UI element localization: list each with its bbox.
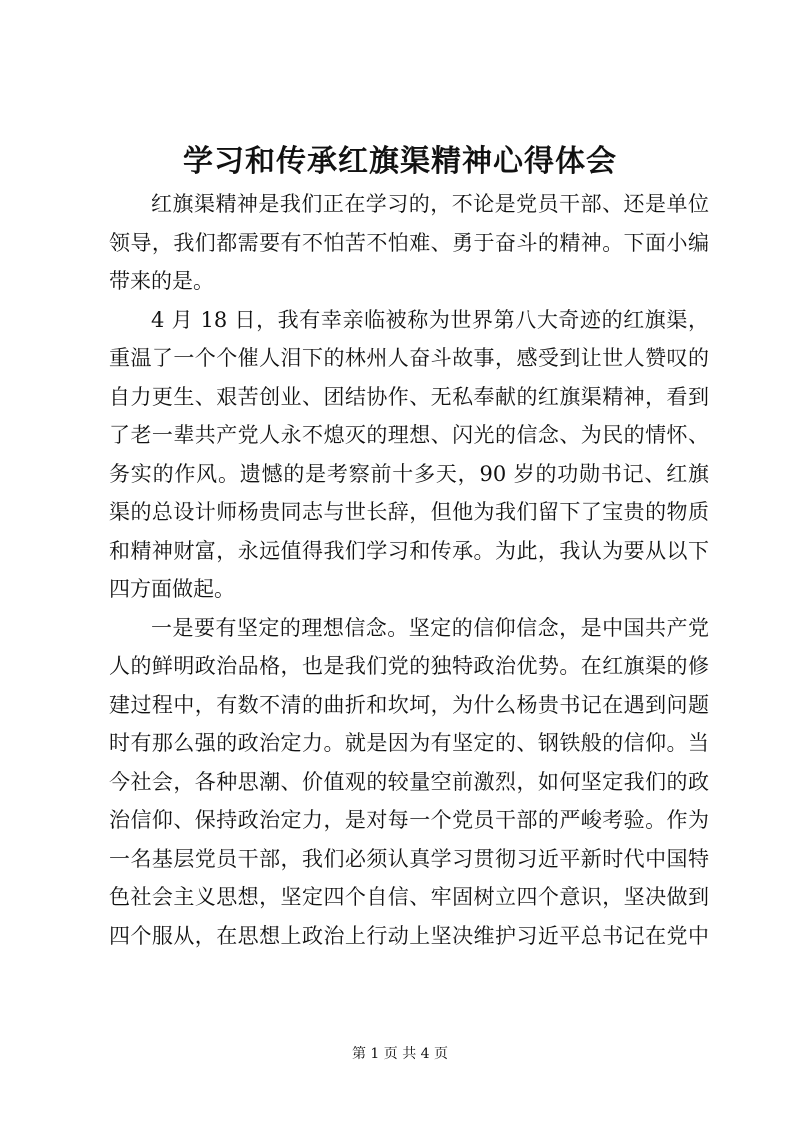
document-title: 学习和传承红旗渠精神心得体会 (183, 144, 617, 179)
text-line: 治信仰、保持政治定力，是对每一个党员干部的严峻考验。作为 (109, 808, 709, 832)
paragraph (109, 301, 709, 609)
text-line: 人的鲜明政治品格，也是我们党的独特政治优势。在红旗渠的修 (109, 654, 709, 678)
text-line: 四方面做起。 (109, 577, 235, 601)
text-line: 色社会主义思想，坚定四个自信、牢固树立四个意识，坚决做到 (109, 885, 709, 909)
paragraph (109, 185, 709, 301)
text-line: 红旗渠精神是我们正在学习的，不论是党员干部、还是单位 (151, 192, 709, 216)
text-line: 重温了一个个催人泪下的林州人奋斗故事，感受到让世人赞叹的 (109, 346, 709, 370)
text-line: 四个服从，在思想上政治上行动上坚决维护习近平总书记在党中 (109, 923, 709, 948)
paragraph (109, 609, 709, 956)
document-body (109, 185, 709, 955)
page-footer: 第 1 页 共 4 页 (351, 1046, 449, 1062)
text-line: 一是要有坚定的理想信念。坚定的信仰信念，是中国共产党 (151, 615, 709, 640)
text-line: 带来的是。 (109, 269, 214, 293)
text-line: 务实的作风。遗憾的是考察前十多天，90 岁的功勋书记、红旗 (109, 461, 709, 486)
text-line: 建过程中，有数不清的曲折和坎坷，为什么杨贵书记在遇到问题 (109, 692, 709, 717)
text-line: 领导，我们都需要有不怕苦不怕难、勇于奋斗的精神。下面小编 (109, 230, 709, 255)
text-line: 渠的总设计师杨贵同志与世长辞，但他为我们留下了宝贵的物质 (109, 500, 709, 524)
text-line: 一名基层党员干部，我们必须认真学习贯彻习近平新时代中国特 (109, 846, 709, 871)
text-line: 今社会，各种思潮、价值观的较量空前激烈，如何坚定我们的政 (109, 769, 709, 794)
text-line: 了老一辈共产党人永不熄灭的理想、闪光的信念、为民的情怀、 (109, 423, 709, 447)
text-line: 和精神财富，永远值得我们学习和传承。为此，我认为要从以下 (109, 538, 709, 563)
text-line: 自力更生、艰苦创业、团结协作、无私奉献的红旗渠精神，看到 (109, 384, 709, 409)
text-line: 时有那么强的政治定力。就是因为有坚定的、钢铁般的信仰。当 (109, 731, 709, 755)
text-line: 4 月 18 日，我有幸亲临被称为世界第八大奇迹的红旗渠， (151, 307, 709, 332)
